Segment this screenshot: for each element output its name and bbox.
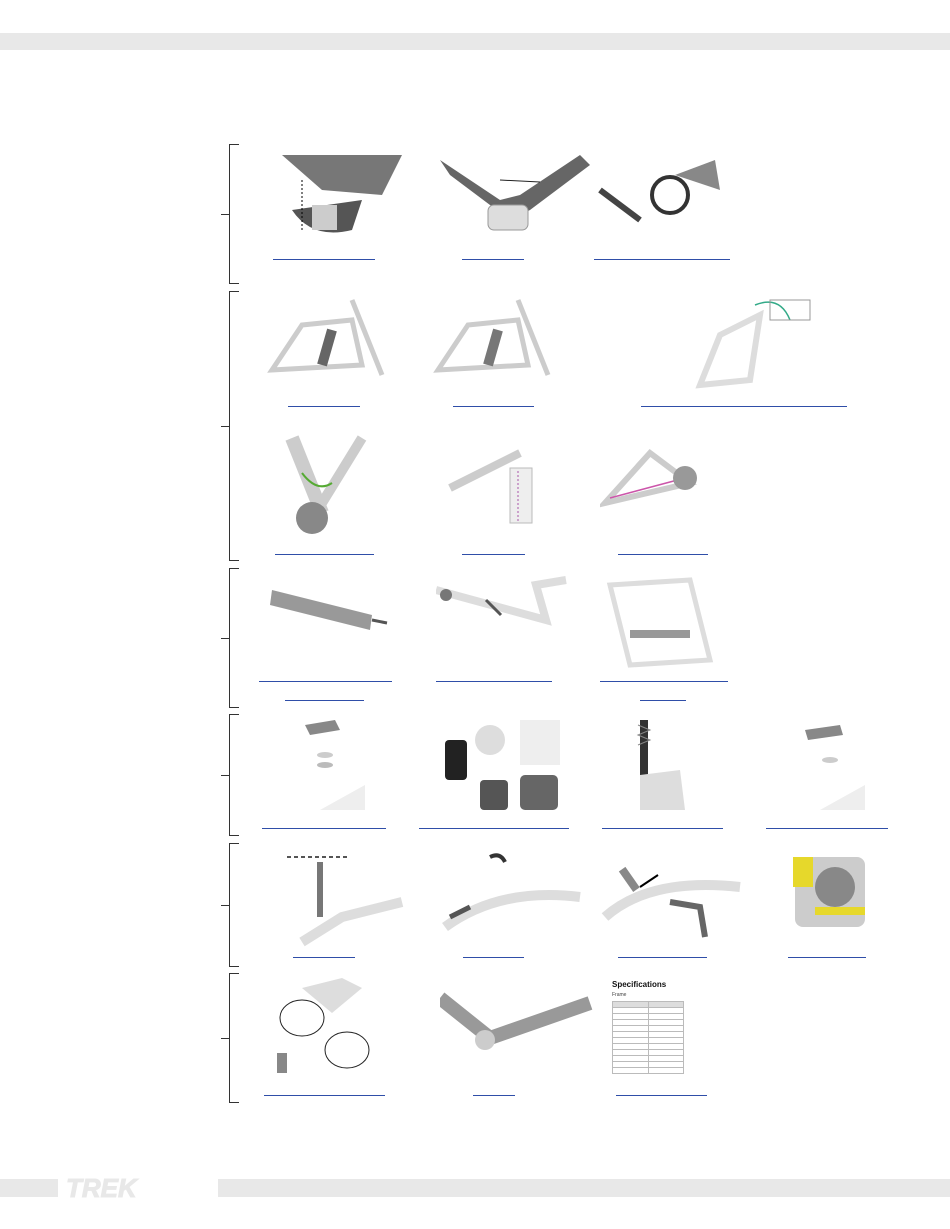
group-bracket-6 [229, 973, 239, 1103]
diagram-frame-cable-routing-1 [262, 295, 422, 415]
link-headset-stack[interactable] [262, 828, 386, 829]
diagram-chainstay-detail [440, 433, 600, 553]
link-seatpost[interactable] [293, 957, 355, 958]
link-chainstay-detail[interactable] [462, 554, 525, 555]
group-bracket-2 [229, 291, 239, 561]
specifications-thumbnail [612, 980, 692, 1074]
diagram-frame-wiring [680, 295, 830, 415]
link-crankset[interactable] [594, 259, 730, 260]
group-bracket-1 [229, 144, 239, 284]
diagram-battery [262, 575, 422, 695]
diagram-kickstand-mount [600, 847, 760, 967]
link-downtube-assembly[interactable] [275, 554, 374, 555]
link-chainstay-bolts[interactable] [473, 1095, 515, 1096]
diagram-battery-removal [600, 575, 760, 695]
specifications-table [612, 1001, 684, 1074]
diagram-downtube-assembly [262, 433, 422, 553]
link-fork-suspension[interactable] [602, 828, 723, 829]
diagram-rear-triangle-routing [600, 433, 760, 553]
link-battery-2[interactable] [285, 700, 364, 701]
diagram-crankset [595, 150, 755, 270]
link-battery-removal-2[interactable] [640, 700, 686, 701]
link-display-mount[interactable] [419, 828, 569, 829]
link-seat-clamp[interactable] [463, 957, 524, 958]
link-battery-removal-1[interactable] [600, 681, 728, 682]
diagram-fork-suspension [600, 715, 760, 835]
link-rear-dropout-detail[interactable] [264, 1095, 385, 1096]
link-rear-triangle-routing[interactable] [618, 554, 708, 555]
diagram-battery-latch [436, 575, 596, 695]
link-motor-mount[interactable] [462, 259, 524, 260]
header-band [0, 33, 950, 50]
diagram-seat-clamp [440, 847, 600, 967]
diagram-seatpost [262, 847, 422, 967]
diagram-headset-stack [265, 715, 425, 835]
link-battery-latch[interactable] [436, 681, 552, 682]
diagram-dropout-measurement [785, 847, 875, 967]
diagram-motor-mount [440, 150, 600, 270]
group-bracket-3 [229, 568, 239, 708]
diagram-display-mount [420, 715, 565, 835]
link-frame-wiring[interactable] [641, 406, 847, 407]
diagram-chainstay-bolts [440, 978, 600, 1098]
diagram-stem-headset [765, 715, 925, 835]
specifications-title: Specifications [612, 980, 667, 989]
specifications-subtitle: Frame [612, 992, 627, 998]
group-bracket-5 [229, 843, 239, 967]
trek-logo [58, 1176, 218, 1200]
link-stem-headset[interactable] [766, 828, 888, 829]
diagram-frame-cable-routing-2 [428, 295, 588, 415]
link-frame-cable-routing-2[interactable] [453, 406, 534, 407]
link-specifications[interactable] [616, 1095, 707, 1096]
link-dropout-measurement[interactable] [788, 957, 866, 958]
diagram-rear-dropout-detail [262, 978, 422, 1098]
diagram-bottom-bracket-cover [262, 150, 422, 270]
link-bottom-bracket-cover[interactable] [273, 259, 375, 260]
link-battery-1[interactable] [259, 681, 392, 682]
svg-text:TREK: TREK [66, 1176, 137, 1200]
group-bracket-4 [229, 714, 239, 836]
link-kickstand-mount[interactable] [618, 957, 707, 958]
link-frame-cable-routing-1[interactable] [288, 406, 360, 407]
